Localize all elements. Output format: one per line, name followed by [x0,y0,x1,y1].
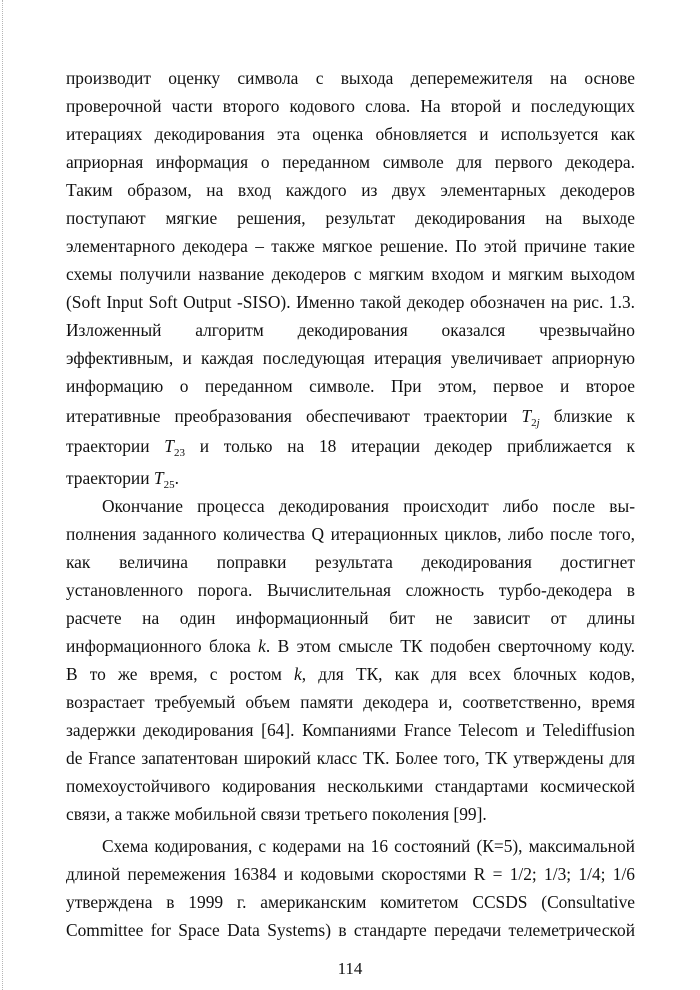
text-line: производит оценку символа с выхода деперемежителя на основе [66,68,635,88]
text-line-formula [66,434,635,461]
text-line: установленного порога. Вычислительная сложность турбо-декодера в [66,580,635,600]
text-fragment: , для ТК, как для всех блочных кодов, [301,664,635,684]
text-line: Схема кодирования, с кодерами на 16 состояний (К=5), максимальной [102,836,635,856]
text-line: проверочной части второго кодового слова. На второй и последующих [66,96,635,116]
text-line: расчете на один информационный бит не зависит от длины [66,608,635,628]
text-fragment: . В этом смысле ТК подобен сверточному коду. [265,636,635,656]
text-line: информацию о переданном символе. При этом, первое и второе [66,376,635,396]
text-line: итерациях декодирования эта оценка обновляется и используется как [66,124,635,144]
text-line: полнения заданного количества Q итерационных циклов, либо после того, [66,524,635,544]
text-line: de France запатентован широкий класс ТК. Более того, ТК утверждены для [66,748,635,768]
math-variable: $T_{25}$ [153,468,175,491]
text-line: априорная информация о переданном символе для первого декодера. [66,152,635,172]
text-line: Изложенный алгоритм декодирования оказался чрезвычайно [66,320,635,340]
text-line: Committee for Space Data Systems) в стандарте передачи телеметрической [66,920,635,940]
text-line-formula [66,634,635,658]
text-fragment: траектории [66,468,150,488]
text-line: как величина поправки результата декодирования достигнет [66,552,635,572]
text-line: помехоустойчивого кодирования несколькими стандартами космической [66,776,635,796]
text-line: эффективным, и каждая последующая итерация увеличивает априорную [66,348,635,368]
math-variable: $T_{23}$ [164,436,185,459]
text-line: схемы получили название декодеров с мягким входом и мягким выходом [66,264,635,284]
page-number: 114 [337,959,363,978]
text-line: связи, а также мобильной связи третьего поколения [99]. [66,804,487,824]
text-fragment: информационного блока [66,636,251,656]
text-fragment: В то же время, с ростом [66,664,282,684]
text-line: (Soft Input Soft Output -SISO). Именно такой декодер обозначен на рис. 1.3. [66,292,635,312]
text-fragment: близкие к [553,406,635,426]
page-edge [2,0,3,990]
math-variable: k [294,664,302,684]
text-line: задержки декодирования [64]. Компаниями France Telecom и Telediffusion [66,720,635,740]
text-line: элементарного декодера – также мягкое решение. По этой причине такие [66,236,635,256]
text-line: утверждена в 1999 г. американским комитетом CCSDS (Consultative [66,892,635,912]
text-line: возрастает требуемый объем памяти декодера и, соответственно, время [66,692,635,712]
text-line: Окончание процесса декодирования происходит либо после вы- [102,496,635,516]
text-fragment: траектории [66,436,150,456]
text-line: поступают мягкие решения, результат декодирования на выходе [66,208,635,228]
text-line-formula [66,662,635,686]
text-fragment: . [174,468,179,488]
math-variable: k [258,636,266,656]
text-line-formula [66,404,635,431]
text-fragment: итеративные преобразования обеспечивают траектории [66,406,508,426]
math-variable: $T_{2j}$ [521,406,540,429]
text-line-formula [66,466,635,493]
text-line: длиной перемежения 16384 и кодовыми скоростями R = 1/2; 1/3; 1/4; 1/6 [66,864,635,884]
text-line: Таким образом, на вход каждого из двух элементарных декодеров [66,180,635,200]
text-fragment: и только на 18 итерации декодер приближается к [199,436,635,456]
